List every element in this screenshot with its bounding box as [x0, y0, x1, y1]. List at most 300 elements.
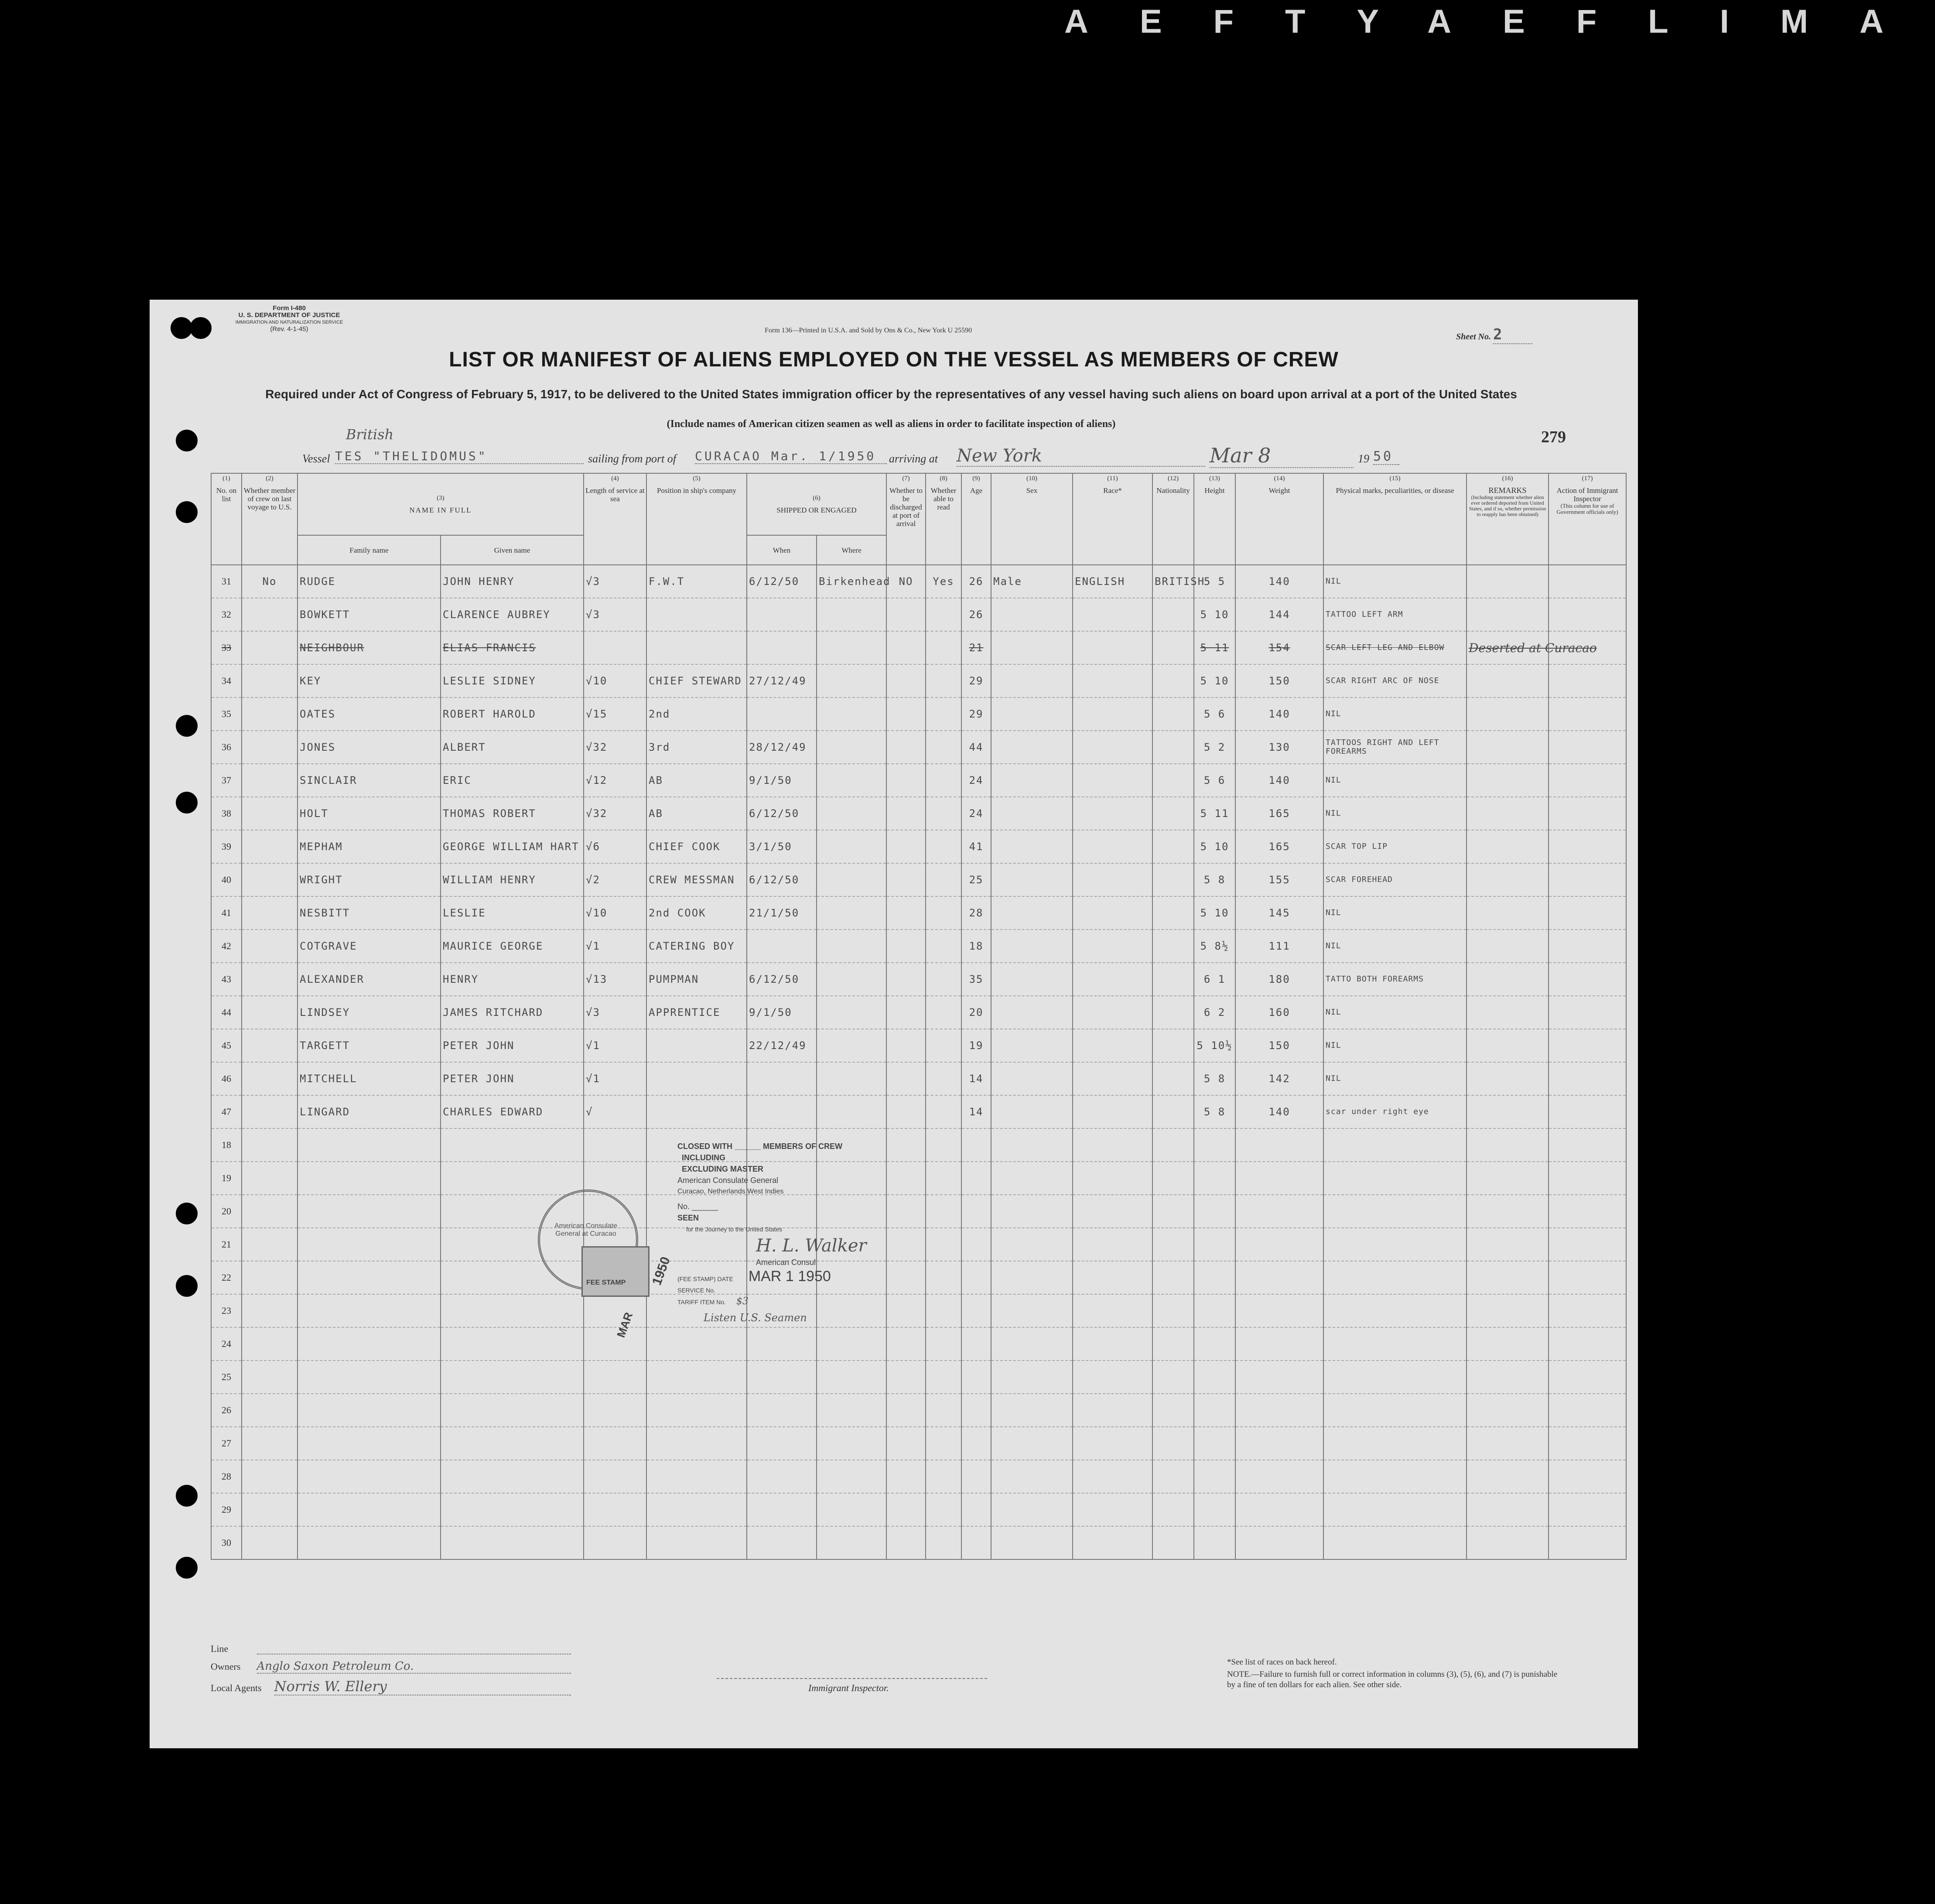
footer-owners-row — [211, 1660, 571, 1674]
year-prefix: 19 — [1358, 452, 1369, 465]
inspector-action-cell — [1549, 1294, 1626, 1327]
height-cell — [1194, 1228, 1235, 1261]
sex-cell — [991, 1128, 1073, 1162]
service-cell — [584, 1460, 646, 1493]
nationality-cell — [1152, 1360, 1194, 1394]
last-voyage-cell — [242, 896, 297, 930]
line-label: Line — [211, 1643, 229, 1654]
nationality-cell — [1152, 896, 1194, 930]
given-name-cell: CHARLES EDWARD — [441, 1095, 584, 1128]
nationality-cell — [1152, 1162, 1194, 1195]
able-to-read-cell — [926, 1427, 961, 1460]
family-name-cell — [297, 1394, 441, 1427]
last-voyage-cell — [242, 598, 297, 631]
discharged-cell — [886, 1062, 926, 1095]
consul-title: American Consul — [756, 1258, 816, 1267]
weight-cell: 140 — [1235, 1095, 1323, 1128]
position-cell — [646, 1493, 747, 1526]
stamp-number: No. ______ — [677, 1202, 718, 1211]
row-number: 27 — [211, 1427, 242, 1460]
family-name-cell — [297, 1228, 441, 1261]
inspector-action-cell — [1549, 1394, 1626, 1427]
sex-cell — [991, 830, 1073, 863]
row-number: 18 — [211, 1128, 242, 1162]
remarks-cell — [1467, 1062, 1549, 1095]
col-header-when: When — [747, 535, 817, 565]
physical-marks-cell: SCAR TOP LIP — [1323, 830, 1467, 863]
given-name-cell: LESLIE — [441, 896, 584, 930]
height-cell — [1194, 1162, 1235, 1195]
sex-cell — [991, 1327, 1073, 1360]
height-cell — [1194, 1327, 1235, 1360]
col-header-read: (8) Whether able to read — [926, 473, 961, 565]
position-cell: AB — [646, 764, 747, 797]
sex-cell — [991, 1493, 1073, 1526]
physical-marks-cell — [1323, 1261, 1467, 1294]
sheet-number: 2 — [1493, 326, 1532, 344]
table-row — [211, 963, 1626, 996]
fee-stamp-text: FEE STAMP — [586, 1279, 626, 1286]
row-number: 20 — [211, 1195, 242, 1228]
shipped-when-cell: 6/12/50 — [747, 565, 817, 598]
remarks-cell — [1467, 1360, 1549, 1394]
nationality-cell — [1152, 1526, 1194, 1559]
row-number: 29 — [211, 1493, 242, 1526]
service-cell: √1 — [584, 1062, 646, 1095]
stamp-including: INCLUDING — [682, 1153, 725, 1162]
last-voyage-cell — [242, 1029, 297, 1062]
weight-cell: 160 — [1235, 996, 1323, 1029]
line-value — [257, 1644, 571, 1654]
age-cell: 26 — [961, 565, 991, 598]
physical-marks-cell — [1323, 1526, 1467, 1559]
col-header-shipped: (6) SHIPPED OR ENGAGED — [747, 473, 886, 535]
age-cell: 14 — [961, 1095, 991, 1128]
last-voyage-cell — [242, 1294, 297, 1327]
stamp-date: MAR 1 1950 — [748, 1268, 831, 1285]
able-to-read-cell — [926, 996, 961, 1029]
physical-marks-cell: scar under right eye — [1323, 1095, 1467, 1128]
shipped-where-cell — [817, 797, 886, 830]
discharged-cell — [886, 731, 926, 764]
physical-marks-cell: TATTO BOTH FOREARMS — [1323, 963, 1467, 996]
position-cell: CATERING BOY — [646, 930, 747, 963]
family-name-cell: LINGARD — [297, 1095, 441, 1128]
last-voyage-cell — [242, 1195, 297, 1228]
service-cell: √12 — [584, 764, 646, 797]
given-name-cell: WILLIAM HENRY — [441, 863, 584, 896]
form-number: Form I-480 — [273, 304, 306, 312]
given-name-cell: ELIAS FRANCIS — [441, 631, 584, 664]
family-name-cell: RUDGE — [297, 565, 441, 598]
given-name-cell — [441, 1526, 584, 1559]
shipped-where-cell: Birkenhead — [817, 565, 886, 598]
nationality-cell — [1152, 1493, 1194, 1526]
nationality-cell — [1152, 1029, 1194, 1062]
weight-cell — [1235, 1162, 1323, 1195]
film-edge-code: AEFTYAEFLIMA — [1064, 3, 1935, 40]
discharged-cell — [886, 1427, 926, 1460]
shipped-where-cell — [817, 1095, 886, 1128]
nationality-cell — [1152, 930, 1194, 963]
last-voyage-cell — [242, 996, 297, 1029]
table-row — [211, 896, 1626, 930]
arrival-date: Mar 8 — [1210, 444, 1354, 468]
given-name-cell — [441, 1128, 584, 1162]
height-cell: 5 8 — [1194, 1095, 1235, 1128]
col-header-remarks: (16) REMARKS (Including statement whether alien ever ordered deported from United States, and if so, whether permission to reapply has been obtained) — [1467, 473, 1549, 565]
crew-list-note: Listen U.S. Seamen — [704, 1312, 807, 1324]
shipped-where-cell — [817, 896, 886, 930]
table-row — [211, 1062, 1626, 1095]
physical-marks-cell: NIL — [1323, 565, 1467, 598]
service-cell — [584, 1394, 646, 1427]
row-number: 25 — [211, 1360, 242, 1394]
row-number: 39 — [211, 830, 242, 863]
service-cell: √1 — [584, 930, 646, 963]
family-name-cell — [297, 1162, 441, 1195]
inspector-action-cell — [1549, 664, 1626, 697]
shipped-where-cell — [817, 830, 886, 863]
race-cell — [1073, 996, 1152, 1029]
given-name-cell — [441, 1294, 584, 1327]
col-header-height: (13) Height — [1194, 473, 1235, 565]
footer-block — [211, 1643, 1627, 1730]
last-voyage-cell — [242, 1261, 297, 1294]
row-number: 31 — [211, 565, 242, 598]
page-subtitle: Required under Act of Congress of February 5, 1917, to be delivered to the United States immigration officer by the representatives of any vessel having such aliens on board upon arrival at a port of the United States — [265, 387, 1517, 401]
service-cell: √6 — [584, 830, 646, 863]
able-to-read-cell — [926, 1493, 961, 1526]
stamp-journey: for the Journey to the United States — [686, 1226, 783, 1233]
position-cell: CHIEF STEWARD — [646, 664, 747, 697]
service-cell: √3 — [584, 598, 646, 631]
punch-hole — [176, 430, 198, 451]
remarks-cell — [1467, 797, 1549, 830]
given-name-cell — [441, 1327, 584, 1360]
punch-hole — [176, 501, 198, 523]
table-row — [211, 664, 1626, 697]
shipped-where-cell — [817, 1526, 886, 1559]
service-name: IMMIGRATION AND NATURALIZATION SERVICE — [235, 320, 343, 325]
age-cell: 24 — [961, 797, 991, 830]
race-cell — [1073, 764, 1152, 797]
inspector-action-cell — [1549, 863, 1626, 896]
table-row — [211, 598, 1626, 631]
able-to-read-cell — [926, 830, 961, 863]
discharged-cell — [886, 1029, 926, 1062]
last-voyage-cell: No — [242, 565, 297, 598]
remarks-cell — [1467, 1228, 1549, 1261]
inspector-action-cell — [1549, 1493, 1626, 1526]
race-cell — [1073, 1526, 1152, 1559]
consul-signature: H. L. Walker — [756, 1236, 867, 1256]
position-cell: APPRENTICE — [646, 996, 747, 1029]
discharged-cell — [886, 896, 926, 930]
race-cell — [1073, 1427, 1152, 1460]
position-cell — [646, 598, 747, 631]
remarks-cell — [1467, 565, 1549, 598]
discharged-cell — [886, 1460, 926, 1493]
given-name-cell: JOHN HENRY — [441, 565, 584, 598]
age-cell: 28 — [961, 896, 991, 930]
given-name-cell — [441, 1360, 584, 1394]
weight-cell: 140 — [1235, 565, 1323, 598]
shipped-when-cell: 9/1/50 — [747, 764, 817, 797]
table-row — [211, 1095, 1626, 1128]
given-name-cell: ALBERT — [441, 731, 584, 764]
weight-cell: 144 — [1235, 598, 1323, 631]
nationality-cell — [1152, 1195, 1194, 1228]
age-cell — [961, 1526, 991, 1559]
table-row — [211, 1327, 1626, 1360]
nationality-cell — [1152, 731, 1194, 764]
position-cell — [646, 1062, 747, 1095]
weight-cell: 150 — [1235, 664, 1323, 697]
family-name-cell — [297, 1327, 441, 1360]
race-cell — [1073, 1195, 1152, 1228]
shipped-when-cell — [747, 1327, 817, 1360]
inspector-label: Immigrant Inspector. — [808, 1682, 889, 1693]
inspector-action-cell — [1549, 565, 1626, 598]
row-number: 22 — [211, 1261, 242, 1294]
shipped-where-cell — [817, 996, 886, 1029]
discharged-cell — [886, 1360, 926, 1394]
row-number: 36 — [211, 731, 242, 764]
row-number: 34 — [211, 664, 242, 697]
inspector-action-cell — [1549, 1427, 1626, 1460]
col-header-position: (5) Position in ship's company — [646, 473, 747, 565]
year-suffix: 50 — [1373, 449, 1399, 465]
able-to-read-cell — [926, 1029, 961, 1062]
position-cell: 3rd — [646, 731, 747, 764]
race-cell — [1073, 1493, 1152, 1526]
last-voyage-cell — [242, 631, 297, 664]
age-cell — [961, 1394, 991, 1427]
nationality-cell — [1152, 1460, 1194, 1493]
age-cell: 24 — [961, 764, 991, 797]
remarks-cell — [1467, 1493, 1549, 1526]
vessel-name: TES "THELIDOMUS" — [335, 449, 584, 464]
position-cell — [646, 1394, 747, 1427]
height-cell: 5 10 — [1194, 598, 1235, 631]
physical-marks-cell: NIL — [1323, 1062, 1467, 1095]
position-cell — [646, 1460, 747, 1493]
row-number: 47 — [211, 1095, 242, 1128]
fee-stamp-date-row — [677, 1268, 983, 1285]
last-voyage-cell — [242, 1460, 297, 1493]
form-block — [211, 305, 368, 333]
height-cell — [1194, 1294, 1235, 1327]
shipped-when-cell — [747, 1427, 817, 1460]
age-cell: 41 — [961, 830, 991, 863]
table-row — [211, 863, 1626, 896]
inspector-action-cell — [1549, 1062, 1626, 1095]
service-cell — [584, 1128, 646, 1162]
age-cell — [961, 1360, 991, 1394]
family-name-cell: OATES — [297, 697, 441, 731]
height-cell: 5 2 — [1194, 731, 1235, 764]
inspector-action-cell — [1549, 1261, 1626, 1294]
arriving-label: arriving at — [889, 452, 938, 465]
remarks-cell — [1467, 1195, 1549, 1228]
physical-marks-cell — [1323, 1360, 1467, 1394]
discharged-cell — [886, 598, 926, 631]
height-cell — [1194, 1261, 1235, 1294]
shipped-where-cell — [817, 598, 886, 631]
sex-cell — [991, 731, 1073, 764]
age-cell — [961, 1460, 991, 1493]
row-number: 30 — [211, 1526, 242, 1559]
family-name-cell: NESBITT — [297, 896, 441, 930]
service-cell: √15 — [584, 697, 646, 731]
discharged-cell — [886, 863, 926, 896]
race-cell — [1073, 1228, 1152, 1261]
shipped-where-cell — [817, 1493, 886, 1526]
weight-cell: 130 — [1235, 731, 1323, 764]
shipped-where-cell — [817, 1394, 886, 1427]
col-header-weight: (14) Weight — [1235, 473, 1323, 565]
col-header-where: Where — [817, 535, 886, 565]
sex-cell — [991, 1360, 1073, 1394]
remarks-cell — [1467, 863, 1549, 896]
sheet-label: Sheet No. — [1456, 332, 1491, 342]
race-cell — [1073, 1095, 1152, 1128]
discharged-cell — [886, 996, 926, 1029]
nationality-cell — [1152, 1427, 1194, 1460]
owners-label: Owners — [211, 1661, 241, 1672]
table-row — [211, 697, 1626, 731]
weight-cell: 140 — [1235, 697, 1323, 731]
sex-cell — [991, 764, 1073, 797]
shipped-when-cell — [747, 1360, 817, 1394]
shipped-when-cell — [747, 1460, 817, 1493]
weight-cell — [1235, 1493, 1323, 1526]
position-cell: F.W.T — [646, 565, 747, 598]
inspector-action-cell — [1549, 830, 1626, 863]
row-number: 40 — [211, 863, 242, 896]
given-name-cell: MAURICE GEORGE — [441, 930, 584, 963]
family-name-cell: WRIGHT — [297, 863, 441, 896]
shipped-where-cell — [817, 731, 886, 764]
sex-cell — [991, 1526, 1073, 1559]
remarks-cell — [1467, 963, 1549, 996]
discharged-cell — [886, 1327, 926, 1360]
weight-cell: 154 — [1235, 631, 1323, 664]
inspector-action-cell — [1549, 896, 1626, 930]
height-cell: 5 6 — [1194, 697, 1235, 731]
sex-cell — [991, 664, 1073, 697]
remarks-cell — [1467, 764, 1549, 797]
sex-cell — [991, 631, 1073, 664]
position-cell — [646, 1327, 747, 1360]
race-cell — [1073, 598, 1152, 631]
sailing-port: CURACAO Mar. 1/1950 — [695, 449, 887, 464]
race-cell — [1073, 731, 1152, 764]
physical-marks-cell: TATTOOS RIGHT AND LEFT FOREARMS — [1323, 731, 1467, 764]
position-cell — [646, 1095, 747, 1128]
able-to-read-cell — [926, 697, 961, 731]
remarks-cell — [1467, 830, 1549, 863]
inspector-action-cell — [1549, 1095, 1626, 1128]
age-cell: 21 — [961, 631, 991, 664]
physical-marks-cell — [1323, 1162, 1467, 1195]
sex-cell — [991, 1195, 1073, 1228]
discharged-cell: NO — [886, 565, 926, 598]
last-voyage-cell — [242, 1427, 297, 1460]
table-row — [211, 797, 1626, 830]
service-cell — [584, 1493, 646, 1526]
last-voyage-cell — [242, 797, 297, 830]
remarks-cell — [1467, 1128, 1549, 1162]
given-name-cell: PETER JOHN — [441, 1062, 584, 1095]
weight-cell — [1235, 1228, 1323, 1261]
row-number: 24 — [211, 1327, 242, 1360]
last-voyage-cell — [242, 963, 297, 996]
family-name-cell — [297, 1261, 441, 1294]
weight-cell — [1235, 1526, 1323, 1559]
discharged-cell — [886, 963, 926, 996]
department-name: U. S. DEPARTMENT OF JUSTICE — [238, 311, 340, 319]
service-cell: √ — [584, 1095, 646, 1128]
inspector-action-cell — [1549, 1128, 1626, 1162]
service-cell: √13 — [584, 963, 646, 996]
service-cell: √10 — [584, 664, 646, 697]
remarks-cell — [1467, 1095, 1549, 1128]
table-row — [211, 930, 1626, 963]
service-cell: √10 — [584, 896, 646, 930]
weight-cell: 165 — [1235, 830, 1323, 863]
weight-cell: 155 — [1235, 863, 1323, 896]
able-to-read-cell — [926, 963, 961, 996]
service-number-row — [677, 1285, 983, 1296]
service-cell: √3 — [584, 996, 646, 1029]
remarks-cell — [1467, 1526, 1549, 1559]
sex-cell — [991, 863, 1073, 896]
shipped-when-cell: 28/12/49 — [747, 731, 817, 764]
family-name-cell — [297, 1427, 441, 1460]
race-cell — [1073, 1261, 1152, 1294]
given-name-cell: CLARENCE AUBREY — [441, 598, 584, 631]
race-cell — [1073, 1062, 1152, 1095]
able-to-read-cell — [926, 896, 961, 930]
sheet-number-block — [1456, 326, 1532, 344]
remarks-cell — [1467, 598, 1549, 631]
family-name-cell: TARGETT — [297, 1029, 441, 1062]
nationality-cell — [1152, 963, 1194, 996]
service-cell — [584, 1526, 646, 1559]
table-row — [211, 1493, 1626, 1526]
sex-cell — [991, 1095, 1073, 1128]
table-row — [211, 1360, 1626, 1394]
sex-cell — [991, 1029, 1073, 1062]
inspector-action-cell — [1549, 598, 1626, 631]
age-cell: 35 — [961, 963, 991, 996]
sex-cell — [991, 1394, 1073, 1427]
age-cell: 18 — [961, 930, 991, 963]
last-voyage-cell — [242, 1128, 297, 1162]
row-number: 45 — [211, 1029, 242, 1062]
race-cell — [1073, 896, 1152, 930]
table-row — [211, 631, 1626, 664]
col-header-sex: (10) Sex — [991, 473, 1073, 565]
agents-label: Local Agents — [211, 1682, 262, 1693]
row-number: 38 — [211, 797, 242, 830]
nationality-cell — [1152, 664, 1194, 697]
discharged-cell — [886, 1493, 926, 1526]
remarks-cell — [1467, 1029, 1549, 1062]
row-number: 35 — [211, 697, 242, 731]
